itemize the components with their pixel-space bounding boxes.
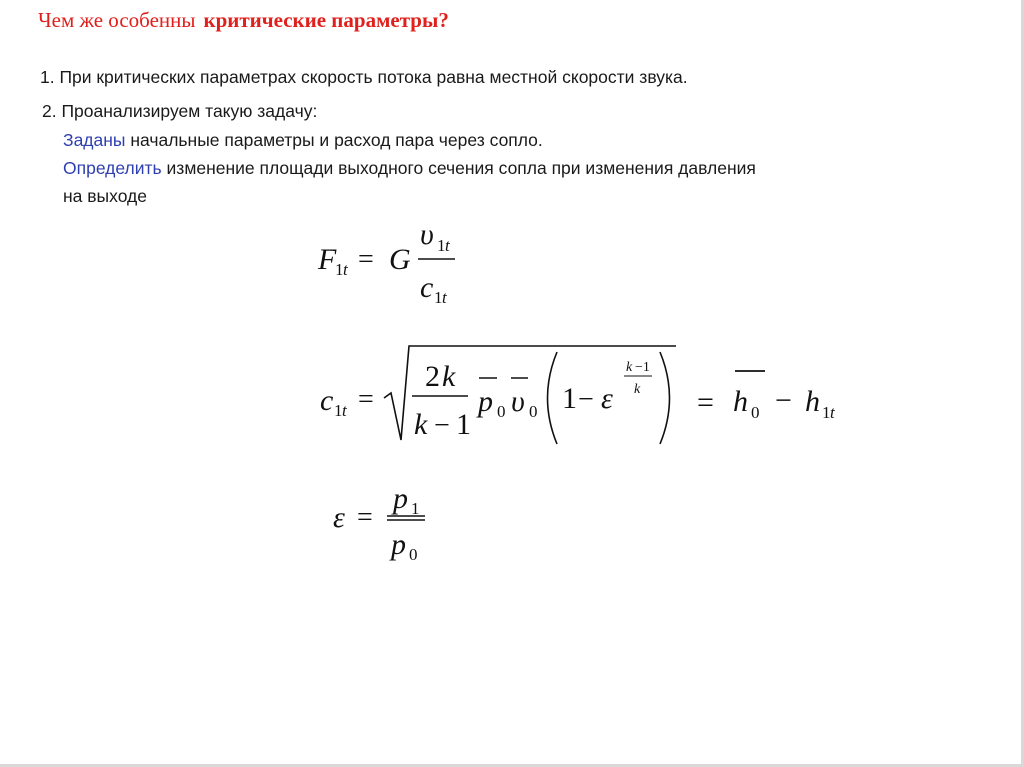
- determine-keyword: Определить: [63, 158, 162, 178]
- svg-text:p: p: [391, 528, 406, 561]
- svg-text:=: =: [357, 502, 373, 533]
- svg-text:1: 1: [434, 288, 443, 307]
- svg-text:h: h: [805, 385, 820, 418]
- svg-text:=: =: [358, 384, 374, 415]
- determine-text: изменение площади выходного сечения сопла при изменения давления: [161, 158, 756, 178]
- point-2: 2. Проанализируем такую задачу:: [42, 101, 318, 121]
- svg-text:υ: υ: [511, 385, 525, 418]
- svg-text:p: p: [393, 482, 408, 515]
- svg-text:ε: ε: [601, 382, 613, 415]
- formula-velocity: [320, 346, 836, 444]
- svg-text:1: 1: [411, 499, 420, 518]
- svg-text:t: t: [342, 401, 347, 420]
- svg-text:t: t: [343, 260, 348, 279]
- svg-text:−: −: [434, 410, 450, 441]
- svg-text:F: F: [318, 243, 337, 276]
- svg-text:1: 1: [456, 408, 471, 441]
- svg-text:t: t: [445, 236, 450, 255]
- svg-text:2: 2: [425, 360, 440, 393]
- svg-text:0: 0: [409, 545, 418, 564]
- svg-text:=: =: [358, 244, 374, 275]
- svg-text:υ: υ: [420, 218, 434, 251]
- svg-text:1: 1: [822, 403, 831, 422]
- svg-text:k: k: [634, 382, 641, 397]
- svg-text:t: t: [442, 288, 447, 307]
- svg-text:k: k: [414, 408, 428, 441]
- svg-text:1: 1: [335, 260, 344, 279]
- svg-text:ε: ε: [333, 501, 345, 534]
- svg-text:0: 0: [529, 402, 538, 421]
- svg-text:t: t: [830, 403, 835, 422]
- determine-line-cont: на выходе: [63, 186, 147, 206]
- svg-text:0: 0: [751, 403, 760, 422]
- svg-text:c: c: [320, 384, 334, 417]
- svg-text:−: −: [578, 384, 594, 415]
- point-1: 1. При критических параметрах скорость потока равна местной скорости звука.: [40, 67, 688, 87]
- formula-area: [317, 218, 455, 307]
- svg-text:−1: −1: [635, 360, 650, 375]
- svg-text:G: G: [389, 243, 411, 276]
- given-keyword: Заданы: [63, 130, 126, 150]
- svg-text:p: p: [478, 385, 493, 418]
- svg-text:k: k: [442, 360, 456, 393]
- given-text: начальные параметры и расход пара через сопло.: [125, 130, 543, 150]
- svg-text:0: 0: [497, 402, 506, 421]
- title-part1: Чем же особенны: [38, 8, 196, 32]
- svg-text:c: c: [420, 271, 434, 304]
- svg-text:h: h: [733, 385, 748, 418]
- svg-text:=: =: [697, 386, 714, 419]
- svg-text:−: −: [775, 384, 792, 417]
- svg-text:1: 1: [562, 382, 577, 415]
- svg-text:1: 1: [437, 236, 446, 255]
- svg-text:1: 1: [334, 401, 343, 420]
- formula-pressure-ratio: [333, 482, 425, 564]
- svg-text:k: k: [626, 360, 633, 375]
- title-part2: критические параметры?: [203, 8, 449, 32]
